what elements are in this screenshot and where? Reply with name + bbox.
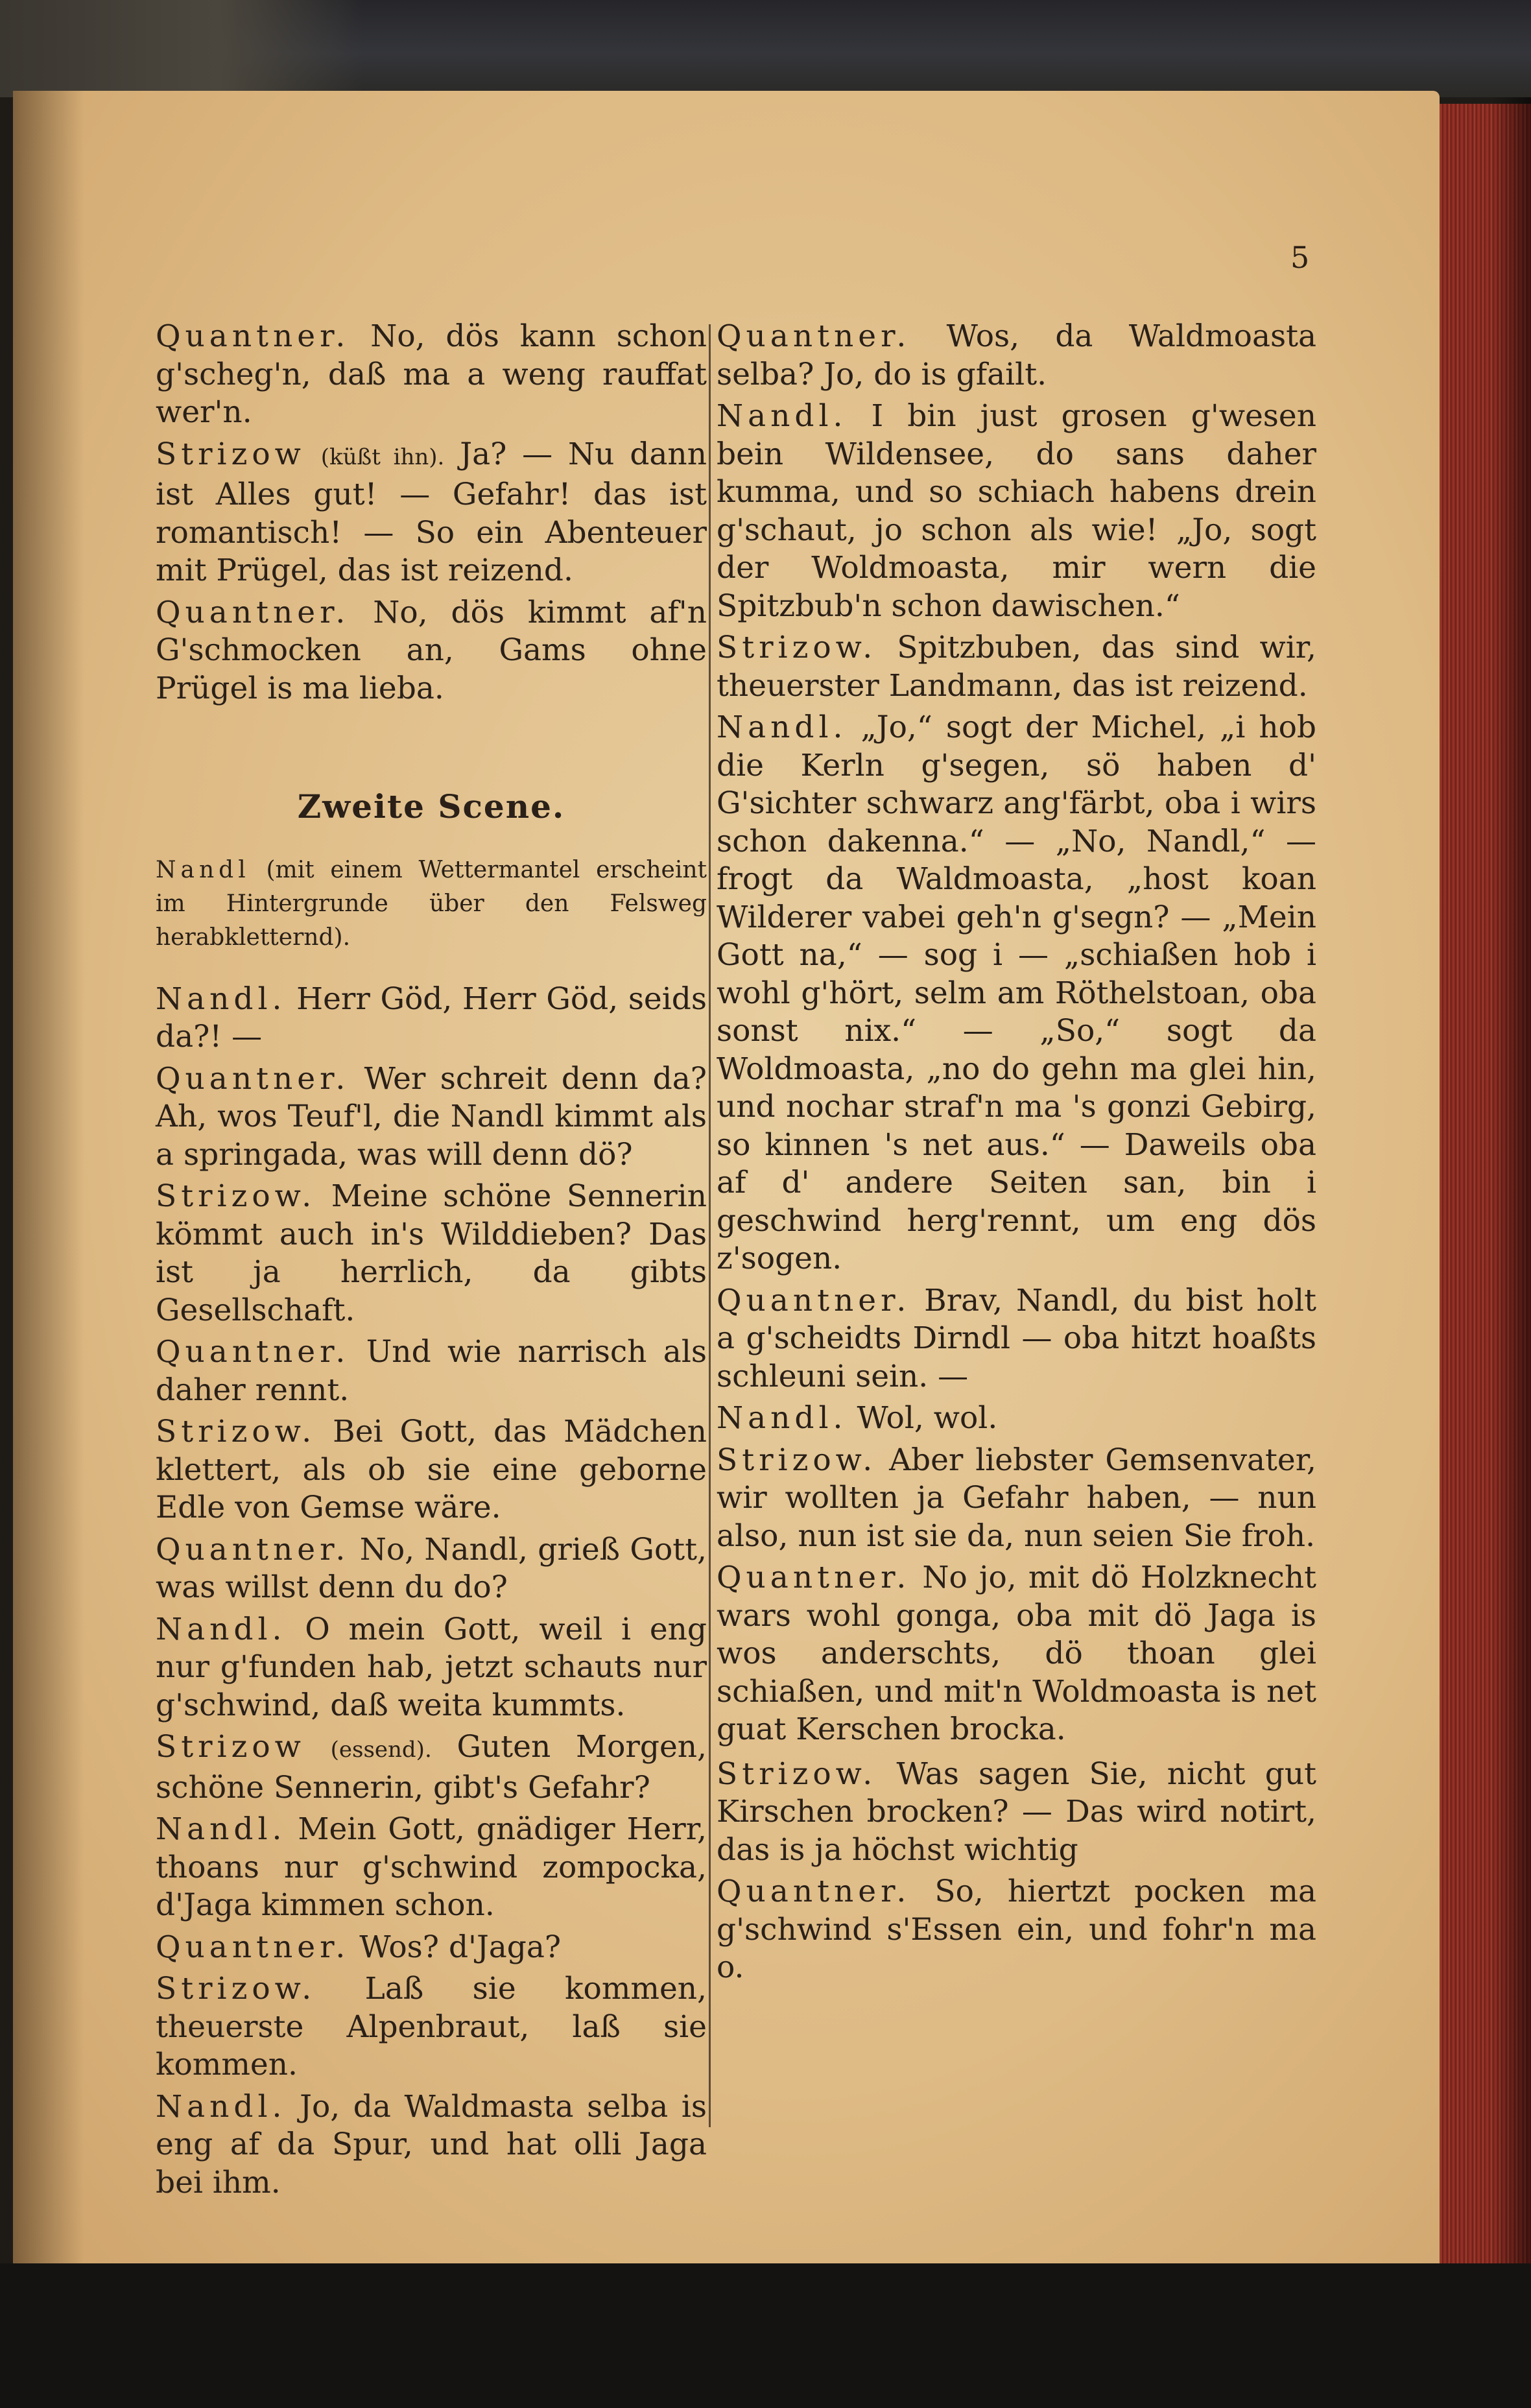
speaker-name: Strizow.: [156, 1178, 316, 1214]
stage-direction: [156, 853, 707, 955]
dialogue-text: Laß sie kommen, theuerste Alpenbraut, laß sie kommen.: [156, 1971, 707, 2082]
dialogue-text: Spitzbuben, das sind wir, theuerster Landmann, das ist reizend.: [717, 630, 1316, 704]
background-bottom: [0, 2263, 1531, 2408]
speaker-name: Quantner.: [717, 1560, 911, 1595]
dialogue-line: [717, 1442, 1316, 1556]
speaker-name: Nandl.: [156, 2088, 287, 2125]
dialogue-text: Brav, Nandl, du bist holt a g'scheidts Dirndl — oba hitzt hoaßts schleuni sein. —: [717, 1282, 1316, 1394]
dialogue-text: I bin just grosen g'wesen bein Wildensee, do sans daher kumma, und so schiach habens drein g'schaut, jo schon als wie! „Jo, sogt der Woldmoasta, mir wern die Spitzbub'n schon dawischen.“: [717, 398, 1316, 624]
dialogue-text: No, dös kimmt af'n G'schmocken an, Gams ohne Prügel is ma lieba.: [156, 594, 707, 706]
dialogue-line: [717, 1873, 1316, 1987]
speaker-name: Strizow: [156, 436, 305, 472]
speaker-name: Quantner.: [717, 1874, 911, 1909]
column-divider: [709, 324, 711, 2127]
dialogue-text: Ja? — Nu dann ist Alles gut! — Gefahr! das ist romantisch! — So ein Abenteuer mit Prügel, das ist reizend.: [156, 436, 707, 588]
speaker-name: Quantner.: [156, 1060, 350, 1097]
speaker-name: Strizow.: [156, 1414, 316, 1449]
dialogue-text: Was sagen Sie, nicht gut Kirschen brocken? — Das wird notirt, das is ja höchst wichtig: [717, 1756, 1316, 1868]
speaker-name: Quantner.: [156, 594, 350, 630]
scene-heading: Zweite Scene.: [297, 787, 565, 826]
dialogue-text: Wol, wol.: [857, 1400, 998, 1436]
speaker-name: Quantner.: [156, 1929, 350, 1965]
page-number: 5: [1290, 240, 1310, 275]
speaker-name: Strizow: [156, 1729, 305, 1765]
dialogue-text: Meine schöne Sennerin kömmt auch in's Wilddieben? Das ist ja herrlich, da gibts Gesellschaft.: [156, 1178, 707, 1328]
speaker-name: Quantner.: [717, 1282, 911, 1318]
dialogue-text: No, Nandl, grieß Gott, was willst denn du do?: [156, 1531, 707, 1605]
dialogue-line: [156, 1611, 707, 1725]
speaker-name: Nandl.: [156, 1611, 287, 1647]
dialogue-text: Wos, da Waldmoasta selba? Jo, do is gfailt.: [717, 318, 1316, 392]
dialogue-line: [156, 1970, 707, 2084]
dialogue-line: [717, 1756, 1316, 1870]
dialogue-line: [717, 1400, 1316, 1438]
dialogue-line: [156, 2088, 707, 2202]
dialogue-line: [717, 318, 1316, 394]
dialogue-text: Jo, da Waldmasta selba is eng af da Spur, und hat olli Jaga bei ihm.: [156, 2088, 707, 2200]
book-cover-edge: [0, 0, 363, 97]
dialogue-text: Mein Gott, gnädiger Herr, thoans nur g'schwind zompocka, d'Jaga kimmen schon.: [156, 1811, 707, 1923]
speaker-name: Quantner.: [156, 1334, 350, 1370]
speaker-name: Quantner.: [156, 1531, 350, 1568]
dialogue-line: [156, 1929, 707, 1967]
dialogue-line: [156, 1333, 707, 1409]
dialogue-text: Bei Gott, das Mädchen klettert, als ob sie eine geborne Edle von Gemse wäre.: [156, 1414, 707, 1525]
speaker-name: Strizow.: [717, 1442, 877, 1478]
dialogue-line: [156, 1728, 707, 1807]
speaker-name: Nandl.: [717, 709, 848, 745]
right-column: [717, 318, 1316, 1991]
dialogue-text: Wer schreit denn da? Ah, wos Teuf'l, die Nandl kimmt als a springada, was will denn dö?: [156, 1060, 707, 1173]
dialogue-text: No, dös kann schon g'scheg'n, daß ma a weng rauffat wer'n.: [156, 318, 707, 430]
speaker-name: Nandl.: [717, 398, 848, 434]
speaker-name: Strizow.: [717, 1756, 877, 1792]
speaker-name: Nandl.: [156, 1811, 287, 1847]
speaker-name: Nandl.: [156, 981, 287, 1017]
dialogue-text: O mein Gott, weil i eng nur g'funden hab, jetzt schauts nur g'schwind, daß weita kummts.: [156, 1611, 707, 1723]
dialogue-line: [156, 594, 707, 708]
dialogue-text: Und wie narrisch als daher rennt.: [156, 1334, 707, 1408]
dialogue-text: Guten Morgen, schöne Sennerin, gibt's Gefahr?: [156, 1729, 707, 1806]
dialogue-line: [156, 318, 707, 432]
stage-note: (küßt ihn).: [320, 444, 445, 470]
speaker-name: Strizow.: [156, 1971, 316, 2007]
speaker-name: Strizow.: [717, 630, 877, 665]
stage-note: (essend).: [330, 1737, 432, 1763]
page-edges-shadow: [1491, 97, 1531, 2302]
section-spacer: [156, 711, 707, 788]
dialogue-text: Wos? d'Jaga?: [359, 1929, 562, 1965]
gutter-shadow: [13, 91, 84, 2263]
left-column: [156, 318, 707, 2206]
speaker-name: Nandl: [156, 856, 250, 883]
dialogue-text: Herr Göd, Herr Göd, seids da?! —: [156, 981, 707, 1055]
dialogue-text: Aber liebster Gemsenvater, wir wollten ja Gefahr haben, — nun also, nun ist sie da, nun seien Sie froh.: [717, 1442, 1316, 1554]
stage-direction-text: (mit einem Wettermantel erscheint im Hintergrunde über den Felsweg herabkletternd).: [156, 856, 707, 951]
dialogue-text: So, hiertzt pocken ma g'schwind s'Essen ein, und fohr'n ma o.: [717, 1874, 1316, 1985]
dialogue-line: [156, 1178, 707, 1329]
speaker-name: Quantner.: [717, 318, 911, 354]
speaker-name: Quantner.: [156, 318, 350, 354]
dialogue-text: No jo, mit dö Holzknecht wars wohl gonga, oba mit dö Jaga is wos anderschts, dö thoan glei schiaßen, und mit'n Woldmoasta is net guat Kerschen brocka.: [717, 1560, 1316, 1747]
dialogue-line: [156, 1060, 707, 1174]
dialogue-text: „Jo,“ sogt der Michel, „i hob die Kerln g'segen, sö haben d' G'sichter schwarz ang'färbt, oba i wirs schon dakenna.“ — „No, Nandl,“ — frogt da Waldmoasta, „host koan Wilderer vabei geh'n g'segn? — „Mein Gott na,“ — sog i — „schiaßen hob i wohl g'hört, selm am Röthelstoan, oba sonst nix.“ — „So,“ sogt da Woldmoasta, „no do gehn ma glei hin, und nochar straf'n ma 's gonzi Gebirg, so kinnen 's net aus.“ — Daweils oba af d' andere Seiten san, bin i geschwind herg'rennt, um eng dös z'sogen.: [717, 709, 1316, 1276]
dialogue-line: [717, 709, 1316, 1278]
dialogue-line: [717, 629, 1316, 705]
dialogue-line: [156, 981, 707, 1056]
dialogue-line: [156, 1811, 707, 1925]
dialogue-line: [156, 436, 707, 590]
speaker-name: Nandl.: [717, 1400, 848, 1436]
dialogue-line: [156, 1413, 707, 1527]
dialogue-line: [717, 1282, 1316, 1396]
dialogue-line: [156, 1531, 707, 1607]
dialogue-line: [717, 1559, 1316, 1752]
dialogue-line: [717, 398, 1316, 625]
